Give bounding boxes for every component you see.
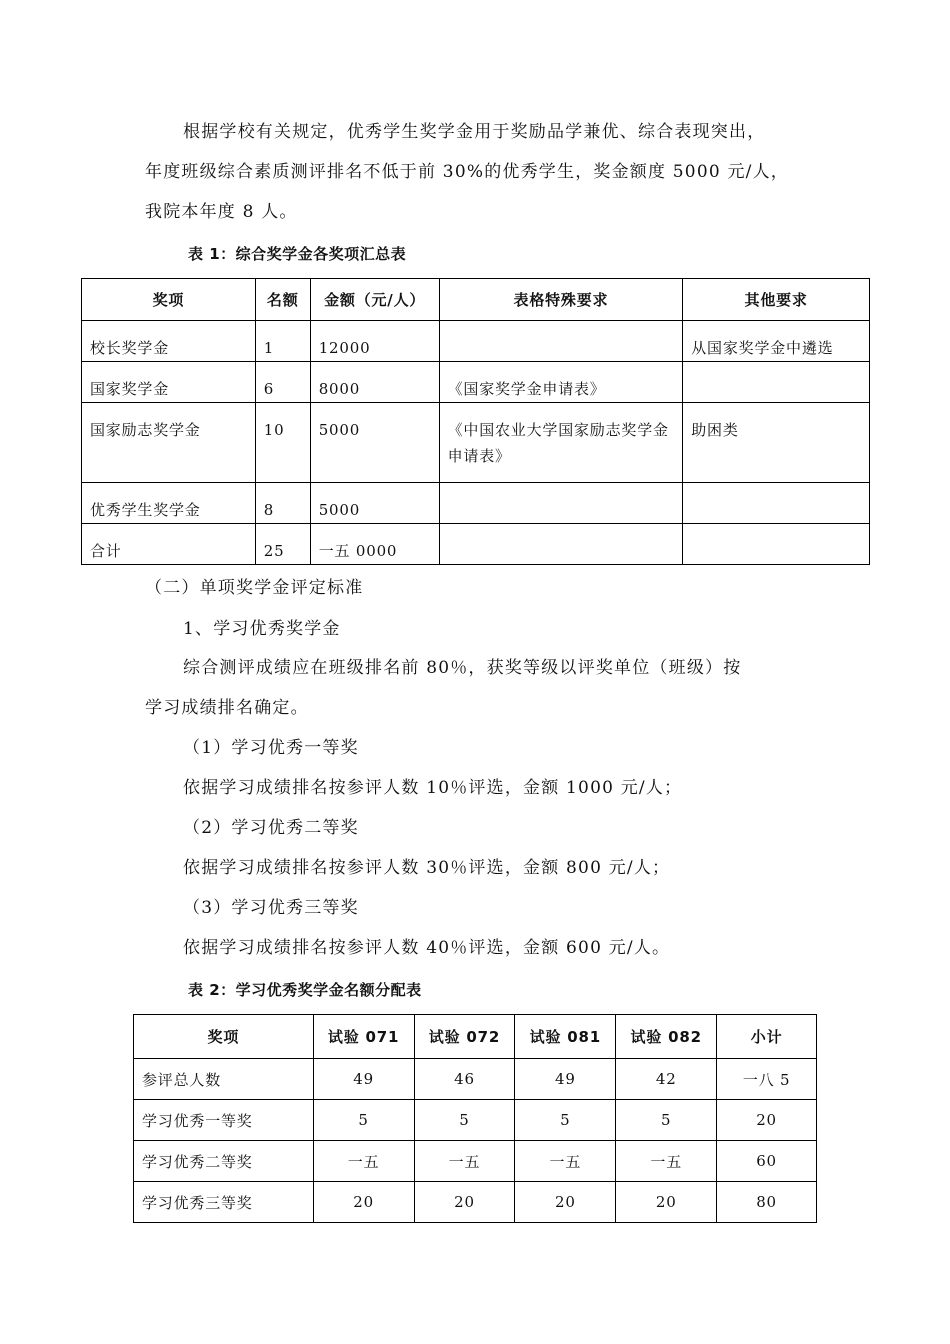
header-cell: 试验 071 xyxy=(313,1015,414,1059)
table-cell: 一八 5 xyxy=(717,1059,817,1100)
header-cell: 试验 081 xyxy=(515,1015,616,1059)
table-cell: 合计 xyxy=(82,524,256,565)
grade1-title: （1）学习优秀一等奖 xyxy=(183,738,359,758)
table-cell xyxy=(683,483,870,524)
section-heading: （二）单项奖学金评定标准 xyxy=(145,578,364,598)
table-row xyxy=(134,1100,817,1141)
table-cell: 1 xyxy=(255,321,310,362)
table-row xyxy=(82,362,870,403)
table-cell xyxy=(683,524,870,565)
header-cell: 表格特殊要求 xyxy=(439,279,683,321)
header-cell: 奖项 xyxy=(82,279,256,321)
table-cell: 20 xyxy=(515,1182,616,1223)
header-cell: 试验 082 xyxy=(616,1015,717,1059)
table-header-row xyxy=(82,279,870,321)
table-cell: 5 xyxy=(515,1100,616,1141)
table-cell: 优秀学生奖学金 xyxy=(82,483,256,524)
table-cell: 学习优秀二等奖 xyxy=(134,1141,314,1182)
table-cell: 42 xyxy=(616,1059,717,1100)
table-cell: 校长奖学金 xyxy=(82,321,256,362)
subsection-heading: 1、学习优秀奖学金 xyxy=(183,619,341,639)
table-cell: 一五 xyxy=(313,1141,414,1182)
table-cell: 20 xyxy=(717,1100,817,1141)
table-cell xyxy=(439,321,683,362)
grade3-title: （3）学习优秀三等奖 xyxy=(183,898,359,918)
table1-caption: 表 1：综合奖学金各奖项汇总表 xyxy=(188,245,407,263)
table-cell: 国家励志奖学金 xyxy=(82,403,256,483)
table-cell: 学习优秀一等奖 xyxy=(134,1100,314,1141)
table-cell: 60 xyxy=(717,1141,817,1182)
table-cell: 20 xyxy=(313,1182,414,1223)
table-cell: 6 xyxy=(255,362,310,403)
table-row xyxy=(82,403,870,483)
table2-caption: 表 2：学习优秀奖学金名额分配表 xyxy=(188,981,422,999)
table-cell: 一五 0000 xyxy=(310,524,439,565)
header-cell: 金额（元/人） xyxy=(310,279,439,321)
table-cell: 5 xyxy=(414,1100,515,1141)
header-cell: 小计 xyxy=(717,1015,817,1059)
table-row xyxy=(82,321,870,362)
table-row xyxy=(82,483,870,524)
grade1-desc: 依据学习成绩排名按参评人数 10％评选，金额 1000 元/人； xyxy=(183,778,683,798)
table-cell: 20 xyxy=(616,1182,717,1223)
header-cell: 奖项 xyxy=(134,1015,314,1059)
table-cell: 49 xyxy=(313,1059,414,1100)
grade3-desc: 依据学习成绩排名按参评人数 40％评选，金额 600 元/人。 xyxy=(183,938,671,958)
table-row xyxy=(82,524,870,565)
table-cell: 学习优秀三等奖 xyxy=(134,1182,314,1223)
table-cell xyxy=(439,483,683,524)
criteria-line-1: 综合测评成绩应在班级排名前 80％，获奖等级以评奖单位（班级）按 xyxy=(183,658,742,678)
table-cell: 10 xyxy=(255,403,310,483)
table-cell: 49 xyxy=(515,1059,616,1100)
table-cell: 从国家奖学金中遴选 xyxy=(683,321,870,362)
table-cell: 参评总人数 xyxy=(134,1059,314,1100)
table-cell: 25 xyxy=(255,524,310,565)
header-cell: 试验 072 xyxy=(414,1015,515,1059)
header-cell: 其他要求 xyxy=(683,279,870,321)
quota-allocation-table xyxy=(133,1014,817,1223)
table-cell: 5000 xyxy=(310,403,439,483)
table-cell: 8000 xyxy=(310,362,439,403)
criteria-line-2: 学习成绩排名确定。 xyxy=(145,698,309,718)
table-cell: 5 xyxy=(616,1100,717,1141)
table-cell: 5000 xyxy=(310,483,439,524)
table-cell xyxy=(683,362,870,403)
intro-line-1: 根据学校有关规定，优秀学生奖学金用于奖励品学兼优、综合表现突出， xyxy=(183,122,766,142)
grade2-title: （2）学习优秀二等奖 xyxy=(183,818,359,838)
table-cell: 《国家奖学金申请表》 xyxy=(439,362,683,403)
table-cell: 5 xyxy=(313,1100,414,1141)
table-row xyxy=(134,1182,817,1223)
grade2-desc: 依据学习成绩排名按参评人数 30％评选，金额 800 元/人； xyxy=(183,858,671,878)
table-cell: 一五 xyxy=(616,1141,717,1182)
intro-line-2: 年度班级综合素质测评排名不低于前 30%的优秀学生，奖金额度 5000 元/人， xyxy=(145,162,789,182)
table-cell: 国家奖学金 xyxy=(82,362,256,403)
intro-line-3: 我院本年度 8 人。 xyxy=(145,202,298,222)
table-row xyxy=(134,1141,817,1182)
table-cell: 20 xyxy=(414,1182,515,1223)
award-summary-table xyxy=(81,278,870,565)
table-cell: 《中国农业大学国家励志奖学金申请表》 xyxy=(439,403,683,483)
table-header-row xyxy=(134,1015,817,1059)
table-cell: 8 xyxy=(255,483,310,524)
table-cell: 助困类 xyxy=(683,403,870,483)
header-cell: 名额 xyxy=(255,279,310,321)
table-cell: 一五 xyxy=(414,1141,515,1182)
table-cell: 46 xyxy=(414,1059,515,1100)
table-cell: 12000 xyxy=(310,321,439,362)
table-cell xyxy=(439,524,683,565)
table-cell: 一五 xyxy=(515,1141,616,1182)
table-cell: 80 xyxy=(717,1182,817,1223)
table-row xyxy=(134,1059,817,1100)
